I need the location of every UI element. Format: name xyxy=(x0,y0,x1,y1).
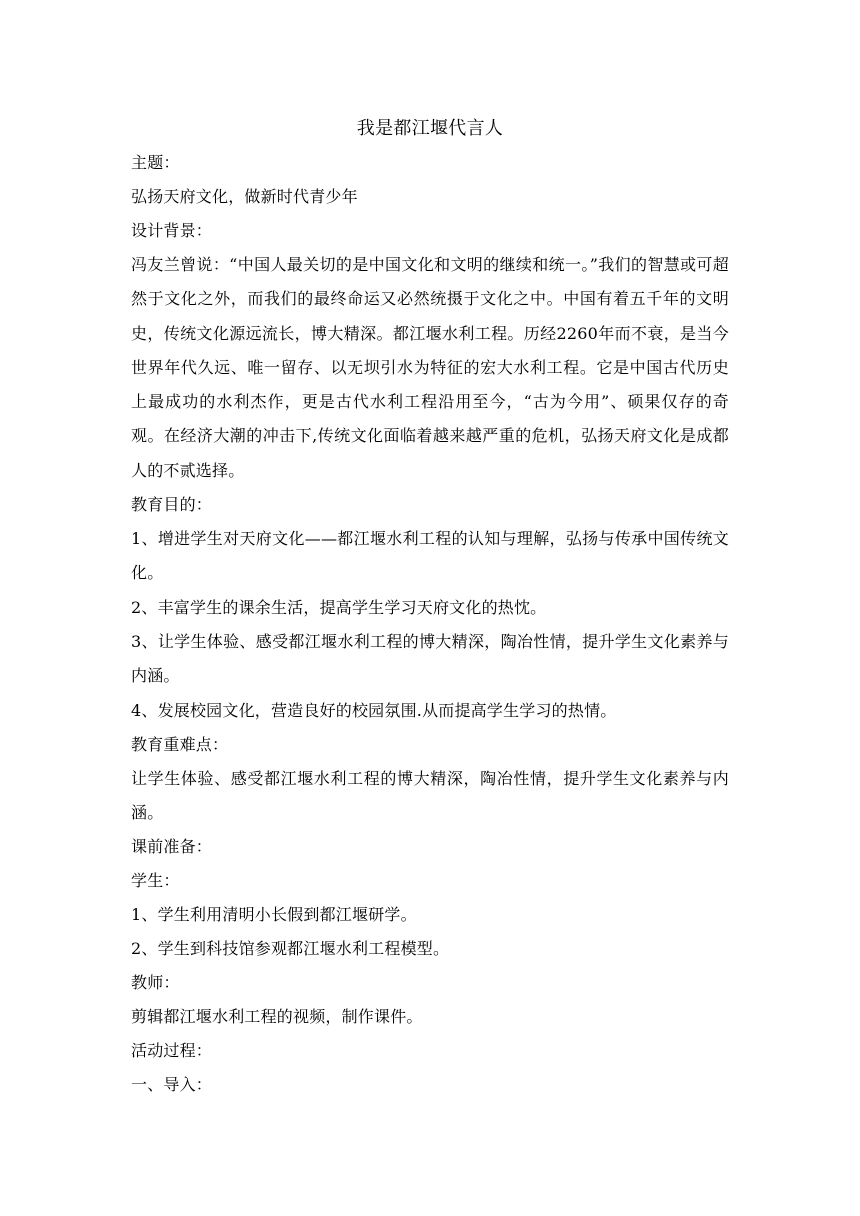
process-label: 活动过程： xyxy=(131,1041,213,1061)
theme-text: 弘扬天府文化，做新时代青少年 xyxy=(131,187,358,206)
goal-item: 4、发展校园文化，营造良好的校园氛围.从而提高学生学习的热情。 xyxy=(131,700,617,720)
prep-label: 课前准备： xyxy=(131,837,213,857)
goal-item: 2、丰富学生的课余生活，提高学生学习天府文化的热忱。 xyxy=(131,597,547,617)
goals-label: 教育目的： xyxy=(131,495,213,515)
students-item: 2、学生到科技馆参观都江堰水利工程模型。 xyxy=(131,939,450,959)
teacher-text: 剪辑都江堰水利工程的视频，制作课件。 xyxy=(131,1007,423,1027)
teacher-label: 教师： xyxy=(131,973,180,993)
theme-label: 主题： xyxy=(131,153,180,172)
background-label: 设计背景： xyxy=(131,221,213,240)
goal-item: 1、增进学生对天府文化——都江堰水利工程的认知与理解，弘扬与传承中国传统文化。 xyxy=(131,529,729,583)
background-paragraph: 冯友兰曾说：“中国人最关切的是中国文化和文明的继续和统一。”我们的智慧或可超然于文化之外，而我们的最终命运又必然统摄于文化之中。中国有着五千年的文明史，传统文化源远流长，博大精深。都江堰水利工程。历经2260年而不衰，是当今世界年代久远、唯一留存、以无坝引水为特征的宏大水利工程。它是中国古代历史上最成功的水利杰作，更是古代水利工程沿用至今，“古为今用”、硕果仅存的奇观。在经济大潮的冲击下,传统文化面临着越来越严重的危机，弘扬天府文化是成都人的不贰选择。 xyxy=(131,255,729,480)
students-item: 1、学生利用清明小长假到都江堰研学。 xyxy=(131,905,417,925)
goal-item: 3、让学生体验、感受都江堰水利工程的博大精深，陶冶性情，提升学生文化素养与内涵。 xyxy=(131,631,729,686)
key-points-label: 教育重难点： xyxy=(131,734,229,754)
step-one-label: 一、导入： xyxy=(131,1075,213,1095)
students-label: 学生： xyxy=(131,871,180,891)
document-title: 我是都江堰代言人 xyxy=(356,118,504,139)
key-points-text: 让学生体验、感受都江堰水利工程的博大精深，陶冶性情，提升学生文化素养与内涵。 xyxy=(131,768,729,823)
document-body xyxy=(131,114,729,1102)
